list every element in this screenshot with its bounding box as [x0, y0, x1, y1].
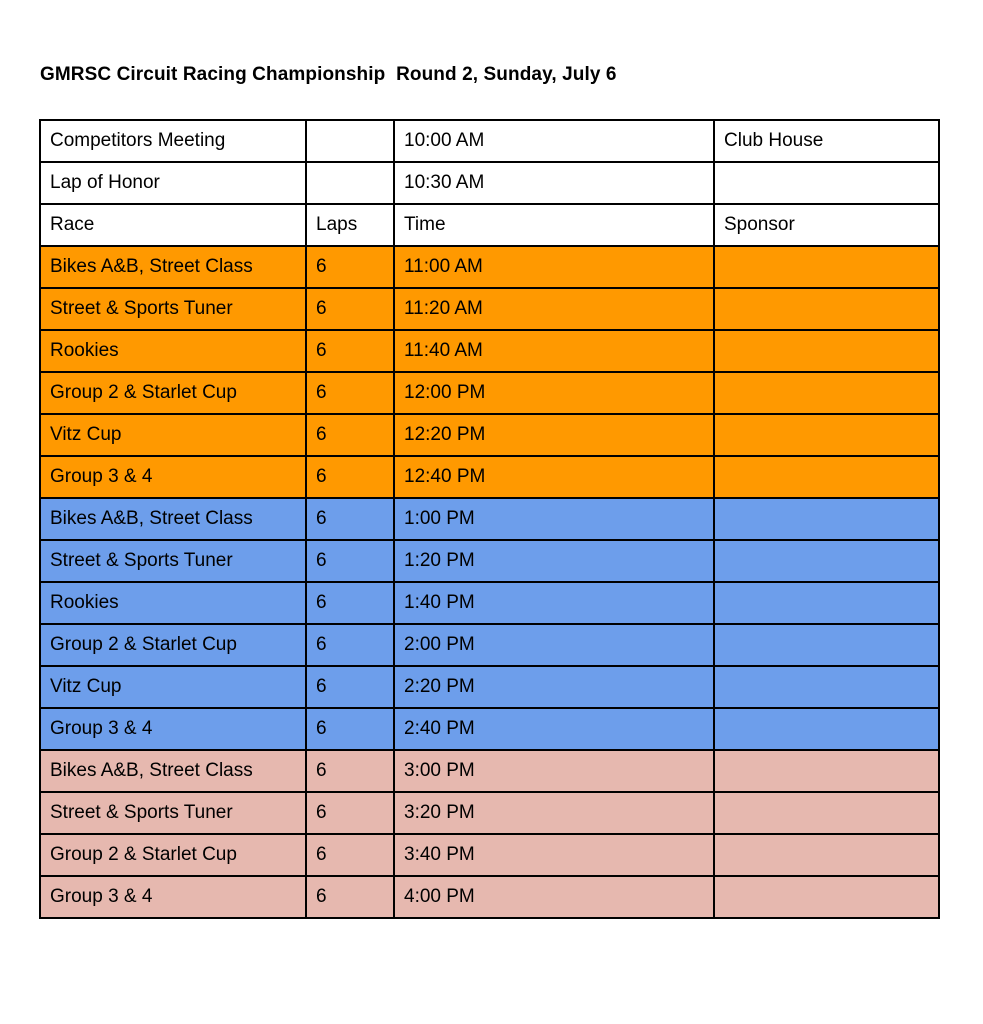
sponsor-cell [714, 372, 939, 414]
sponsor-cell [714, 540, 939, 582]
laps-cell: 6 [306, 666, 394, 708]
time-cell: 3:00 PM [394, 750, 714, 792]
sponsor-cell: Club House [714, 120, 939, 162]
laps-cell: 6 [306, 540, 394, 582]
laps-cell: 6 [306, 582, 394, 624]
table-row-competitors-meeting [40, 120, 939, 162]
sponsor-cell [714, 876, 939, 918]
table-row [40, 624, 939, 666]
sponsor-cell [714, 498, 939, 540]
race-cell: Competitors Meeting [40, 120, 306, 162]
sponsor-cell [714, 414, 939, 456]
sponsor-cell [714, 624, 939, 666]
race-cell: Group 2 & Starlet Cup [40, 372, 306, 414]
laps-header: Laps [306, 204, 394, 246]
table-row [40, 666, 939, 708]
table-row [40, 582, 939, 624]
schedule-body [40, 120, 939, 918]
time-cell: 12:00 PM [394, 372, 714, 414]
table-row [40, 498, 939, 540]
sponsor-header: Sponsor [714, 204, 939, 246]
time-cell: 10:00 AM [394, 120, 714, 162]
table-row [40, 708, 939, 750]
race-schedule-table [39, 119, 940, 919]
race-cell: Street & Sports Tuner [40, 288, 306, 330]
race-cell: Group 3 & 4 [40, 876, 306, 918]
sponsor-cell [714, 582, 939, 624]
table-row [40, 876, 939, 918]
race-cell: Vitz Cup [40, 666, 306, 708]
time-cell: 10:30 AM [394, 162, 714, 204]
sponsor-cell [714, 750, 939, 792]
race-cell: Bikes A&B, Street Class [40, 246, 306, 288]
race-cell: Street & Sports Tuner [40, 540, 306, 582]
table-row [40, 330, 939, 372]
sponsor-cell [714, 708, 939, 750]
time-cell: 1:40 PM [394, 582, 714, 624]
time-cell: 1:20 PM [394, 540, 714, 582]
sponsor-cell [714, 246, 939, 288]
race-cell: Group 2 & Starlet Cup [40, 834, 306, 876]
time-cell: 3:40 PM [394, 834, 714, 876]
sponsor-cell [714, 834, 939, 876]
laps-cell: 6 [306, 498, 394, 540]
laps-cell: 6 [306, 876, 394, 918]
time-cell: 2:00 PM [394, 624, 714, 666]
laps-cell: 6 [306, 792, 394, 834]
race-cell: Rookies [40, 330, 306, 372]
document-title: GMRSC Circuit Racing Championship Round 2, Sunday, July 6 [40, 64, 617, 85]
sponsor-cell [714, 792, 939, 834]
table-row [40, 456, 939, 498]
laps-cell: 6 [306, 624, 394, 666]
table-row [40, 414, 939, 456]
table-row [40, 540, 939, 582]
laps-cell: 6 [306, 834, 394, 876]
race-cell: Rookies [40, 582, 306, 624]
race-cell: Group 3 & 4 [40, 456, 306, 498]
time-cell: 11:20 AM [394, 288, 714, 330]
race-cell: Bikes A&B, Street Class [40, 750, 306, 792]
laps-cell: 6 [306, 288, 394, 330]
laps-cell: 6 [306, 750, 394, 792]
time-cell: 1:00 PM [394, 498, 714, 540]
laps-cell: 6 [306, 456, 394, 498]
time-cell: 2:20 PM [394, 666, 714, 708]
race-cell: Bikes A&B, Street Class [40, 498, 306, 540]
race-cell: Group 2 & Starlet Cup [40, 624, 306, 666]
sponsor-cell [714, 666, 939, 708]
sponsor-cell [714, 330, 939, 372]
sponsor-cell [714, 288, 939, 330]
sponsor-cell [714, 456, 939, 498]
table-row [40, 834, 939, 876]
table-row [40, 288, 939, 330]
race-cell: Vitz Cup [40, 414, 306, 456]
laps-cell: 6 [306, 330, 394, 372]
table-row-lap-of-honor [40, 162, 939, 204]
laps-cell: 6 [306, 414, 394, 456]
time-cell: 12:20 PM [394, 414, 714, 456]
laps-cell [306, 120, 394, 162]
time-header: Time [394, 204, 714, 246]
race-cell: Street & Sports Tuner [40, 792, 306, 834]
time-cell: 11:00 AM [394, 246, 714, 288]
table-header-row [40, 204, 939, 246]
time-cell: 4:00 PM [394, 876, 714, 918]
table-row [40, 246, 939, 288]
laps-cell: 6 [306, 246, 394, 288]
laps-cell: 6 [306, 708, 394, 750]
table-row [40, 750, 939, 792]
time-cell: 11:40 AM [394, 330, 714, 372]
race-header: Race [40, 204, 306, 246]
race-cell: Lap of Honor [40, 162, 306, 204]
sponsor-cell [714, 162, 939, 204]
race-cell: Group 3 & 4 [40, 708, 306, 750]
time-cell: 12:40 PM [394, 456, 714, 498]
laps-cell [306, 162, 394, 204]
laps-cell: 6 [306, 372, 394, 414]
table-row [40, 372, 939, 414]
time-cell: 3:20 PM [394, 792, 714, 834]
table-row [40, 792, 939, 834]
time-cell: 2:40 PM [394, 708, 714, 750]
